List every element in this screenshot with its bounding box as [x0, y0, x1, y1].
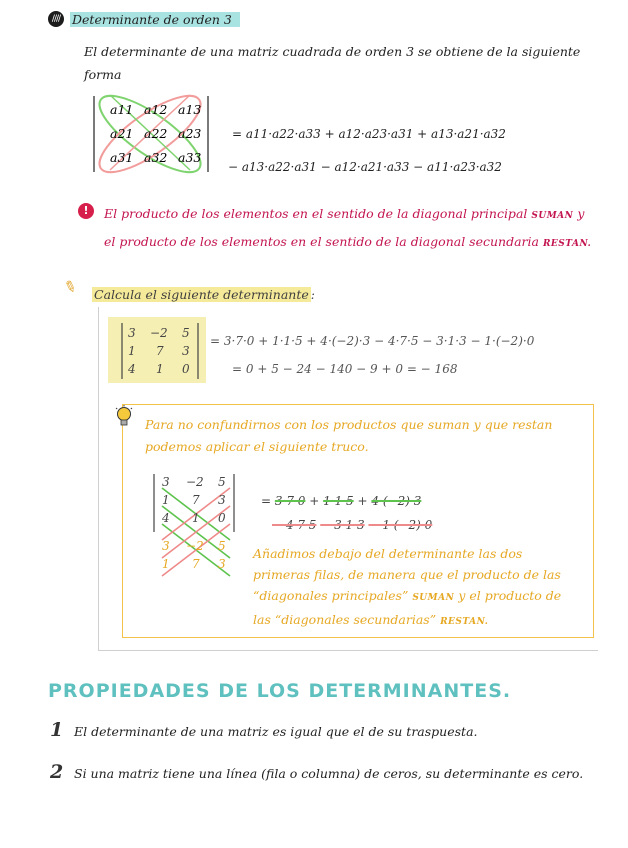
- exercise-result: = 0 + 5 − 24 − 140 − 9 + 0 = − 168: [232, 362, 458, 376]
- section-bullet-icon: ////: [48, 11, 64, 27]
- sarrus-positive-terms: = a11·a22·a33 + a12·a23·a31 + a13·a21·a32: [232, 127, 506, 141]
- svg-text:3: 3: [162, 475, 170, 489]
- svg-text:4: 4: [128, 362, 136, 376]
- extended-matrix: [150, 470, 250, 580]
- svg-text:3: 3: [218, 493, 226, 507]
- svg-text:7: 7: [192, 493, 200, 507]
- svg-text:−2: −2: [186, 475, 204, 489]
- entry-a21: a21: [110, 126, 134, 141]
- entry-a33: a33: [178, 150, 202, 165]
- pencil-icon: ✎: [61, 276, 80, 298]
- svg-text:−2: −2: [150, 326, 168, 340]
- svg-text:3: 3: [218, 557, 226, 571]
- svg-text:1: 1: [156, 362, 164, 376]
- tip-negative-products: − 4·7·5 − 3·1·3 − 1·(−2)·0: [272, 518, 433, 532]
- section-title: Determinante de orden 3: [70, 12, 240, 27]
- svg-text:1: 1: [192, 511, 200, 525]
- svg-text:4: 4: [162, 511, 170, 525]
- tip-restan-label: RESTAN.: [440, 617, 489, 627]
- entry-a31: a31: [110, 150, 134, 165]
- intro-text: El determinante de una matriz cuadrada de orden 3 se obtiene de la siguiente forma: [84, 44, 581, 82]
- svg-text:−2: −2: [186, 539, 204, 553]
- exercise-frame-left: [98, 307, 99, 650]
- svg-text:0: 0: [182, 362, 190, 376]
- tip-text: Para no confundirnos con los productos que suman y que restan podemos aplicar el siguiente truco.: [145, 417, 553, 454]
- exercise-matrix: [108, 317, 208, 385]
- suman-label: SUMAN: [531, 211, 574, 221]
- warning-text: El producto de los elementos en el sentido de la diagonal principal SUMAN y el producto de los elementos en el sentido de la diagonal secundaria RESTAN.: [104, 206, 592, 249]
- property-number-2: 2: [50, 761, 64, 783]
- svg-text:5: 5: [182, 326, 190, 340]
- tip-suman-label: SUMAN: [412, 593, 455, 603]
- exercise-title: Calcula el siguiente determinante :: [94, 287, 316, 302]
- lightbulb-icon: [114, 405, 134, 429]
- tip-note: Añadimos debajo del determinante las dos primeras filas, de manera que el producto de las “diagonales principales” SUMAN y el producto de las “diagonales secundarias” RESTAN.: [253, 546, 562, 627]
- property-number-1: 1: [50, 719, 64, 741]
- svg-text:0: 0: [218, 511, 226, 525]
- entry-a22: a22: [144, 126, 168, 141]
- svg-text:1: 1: [162, 557, 170, 571]
- svg-text:7: 7: [156, 344, 164, 358]
- exclamation-icon: !: [78, 203, 94, 219]
- svg-text:3: 3: [182, 344, 190, 358]
- tip-positive-products: = 3·7·0 + 1·1·5 + 4·(−2)·3: [261, 494, 422, 508]
- properties-title: PROPIEDADES DE LOS DETERMINANTES.: [48, 680, 512, 702]
- restan-label: RESTAN.: [542, 239, 592, 249]
- entry-a32: a32: [144, 150, 168, 165]
- sarrus-negative-terms: − a13·a22·a31 − a12·a21·a33 − a11·a23·a32: [228, 160, 502, 174]
- exercise-expansion: = 3·7·0 + 1·1·5 + 4·(−2)·3 − 4·7·5 − 3·1·3 − 1·(−2)·0: [210, 334, 535, 348]
- svg-text:5: 5: [218, 539, 226, 553]
- entry-a23: a23: [178, 126, 202, 141]
- property-text-2: Si una matriz tiene una línea (fila o columna) de ceros, su determinante es cero.: [74, 766, 584, 781]
- exercise-frame-bottom: [98, 650, 598, 651]
- svg-text:3: 3: [162, 539, 170, 553]
- general-matrix: [80, 90, 230, 190]
- svg-text:3: 3: [128, 326, 136, 340]
- entry-a13: a13: [178, 102, 202, 117]
- svg-text:7: 7: [192, 557, 200, 571]
- entry-a12: a12: [144, 102, 168, 117]
- property-text-1: El determinante de una matriz es igual que el de su traspuesta.: [74, 724, 478, 739]
- svg-text:5: 5: [218, 475, 226, 489]
- svg-text:1: 1: [162, 493, 170, 507]
- entry-a11: a11: [110, 102, 134, 117]
- svg-text:1: 1: [128, 344, 136, 358]
